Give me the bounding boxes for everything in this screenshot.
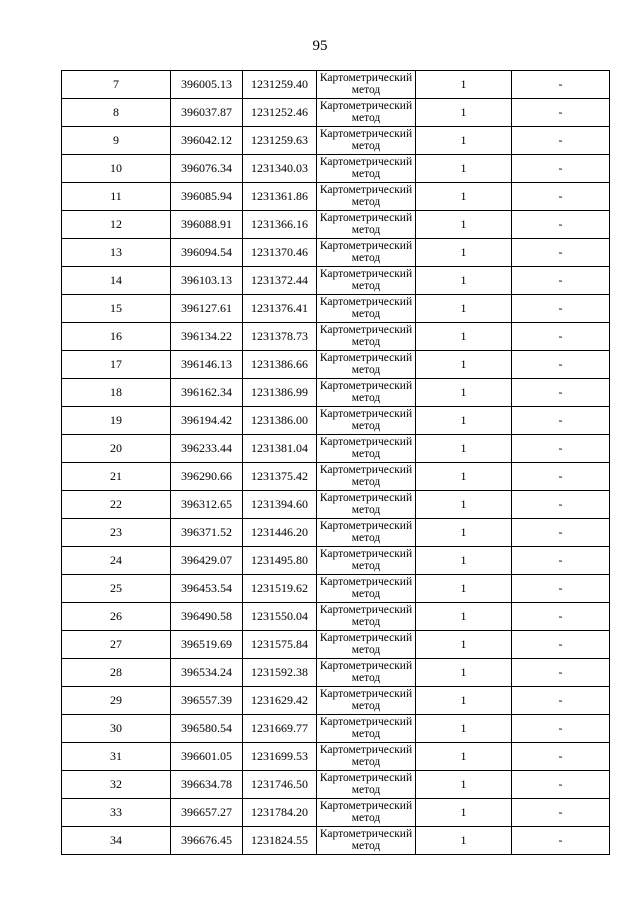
count-cell: 1 [416, 211, 512, 239]
dash-cell: - [512, 799, 610, 827]
point-number-cell: 13 [62, 239, 171, 267]
dash-cell: - [512, 351, 610, 379]
x-coordinate-cell: 396233.44 [171, 435, 243, 463]
x-coordinate-cell: 396037.87 [171, 99, 243, 127]
dash-cell: - [512, 519, 610, 547]
table-row [62, 771, 610, 799]
x-coordinate-cell: 396580.54 [171, 715, 243, 743]
method-text: Картометрический метод [319, 828, 413, 852]
dash-cell: - [512, 155, 610, 183]
table-row [62, 575, 610, 603]
point-number-cell: 12 [62, 211, 171, 239]
y-coordinate-cell: 1231259.40 [243, 71, 317, 99]
point-number-cell: 33 [62, 799, 171, 827]
point-number-cell: 21 [62, 463, 171, 491]
y-coordinate-cell: 1231386.99 [243, 379, 317, 407]
method-cell [317, 239, 416, 267]
method-text: Картометрический метод [319, 436, 413, 460]
method-text: Картометрический метод [319, 324, 413, 348]
dash-cell: - [512, 435, 610, 463]
page-number: 95 [312, 38, 328, 54]
point-number-cell: 16 [62, 323, 171, 351]
count-cell: 1 [416, 631, 512, 659]
dash-cell: - [512, 71, 610, 99]
y-coordinate-cell: 1231575.84 [243, 631, 317, 659]
point-number-cell: 19 [62, 407, 171, 435]
y-coordinate-cell: 1231386.00 [243, 407, 317, 435]
count-cell: 1 [416, 547, 512, 575]
y-coordinate-cell: 1231361.86 [243, 183, 317, 211]
x-coordinate-cell: 396146.13 [171, 351, 243, 379]
point-number-cell: 27 [62, 631, 171, 659]
method-text: Картометрический метод [319, 156, 413, 180]
x-coordinate-cell: 396519.69 [171, 631, 243, 659]
method-cell [317, 407, 416, 435]
dash-cell: - [512, 239, 610, 267]
dash-cell: - [512, 127, 610, 155]
method-cell [317, 547, 416, 575]
x-coordinate-cell: 396194.42 [171, 407, 243, 435]
count-cell: 1 [416, 435, 512, 463]
method-text: Картометрический метод [319, 632, 413, 656]
method-cell [317, 351, 416, 379]
count-cell: 1 [416, 743, 512, 771]
y-coordinate-cell: 1231386.66 [243, 351, 317, 379]
y-coordinate-cell: 1231446.20 [243, 519, 317, 547]
y-coordinate-cell: 1231592.38 [243, 659, 317, 687]
point-number-cell: 30 [62, 715, 171, 743]
y-coordinate-cell: 1231252.46 [243, 99, 317, 127]
point-number-cell: 11 [62, 183, 171, 211]
count-cell: 1 [416, 603, 512, 631]
method-text: Картометрический метод [319, 72, 413, 96]
table-row [62, 351, 610, 379]
method-cell [317, 127, 416, 155]
table-row [62, 491, 610, 519]
dash-cell: - [512, 491, 610, 519]
x-coordinate-cell: 396127.61 [171, 295, 243, 323]
method-cell [317, 631, 416, 659]
x-coordinate-cell: 396601.05 [171, 743, 243, 771]
count-cell: 1 [416, 295, 512, 323]
count-cell: 1 [416, 71, 512, 99]
point-number-cell: 32 [62, 771, 171, 799]
method-cell [317, 71, 416, 99]
table-row [62, 827, 610, 855]
method-cell [317, 379, 416, 407]
x-coordinate-cell: 396557.39 [171, 687, 243, 715]
table-row [62, 799, 610, 827]
x-coordinate-cell: 396088.91 [171, 211, 243, 239]
y-coordinate-cell: 1231699.53 [243, 743, 317, 771]
count-cell: 1 [416, 99, 512, 127]
count-cell: 1 [416, 715, 512, 743]
x-coordinate-cell: 396676.45 [171, 827, 243, 855]
method-cell [317, 323, 416, 351]
table-row [62, 435, 610, 463]
point-number-cell: 15 [62, 295, 171, 323]
y-coordinate-cell: 1231824.55 [243, 827, 317, 855]
method-cell [317, 575, 416, 603]
y-coordinate-cell: 1231519.62 [243, 575, 317, 603]
count-cell: 1 [416, 687, 512, 715]
count-cell: 1 [416, 659, 512, 687]
method-text: Картометрический метод [319, 184, 413, 208]
y-coordinate-cell: 1231376.41 [243, 295, 317, 323]
y-coordinate-cell: 1231784.20 [243, 799, 317, 827]
table-row [62, 211, 610, 239]
table-row [62, 743, 610, 771]
method-cell [317, 799, 416, 827]
y-coordinate-cell: 1231495.80 [243, 547, 317, 575]
count-cell: 1 [416, 127, 512, 155]
point-number-cell: 9 [62, 127, 171, 155]
count-cell: 1 [416, 799, 512, 827]
y-coordinate-cell: 1231375.42 [243, 463, 317, 491]
dash-cell: - [512, 575, 610, 603]
method-text: Картометрический метод [319, 604, 413, 628]
x-coordinate-cell: 396005.13 [171, 71, 243, 99]
method-cell [317, 491, 416, 519]
point-number-cell: 10 [62, 155, 171, 183]
dash-cell: - [512, 631, 610, 659]
method-text: Картометрический метод [319, 576, 413, 600]
table-row [62, 239, 610, 267]
method-cell [317, 687, 416, 715]
method-text: Картометрический метод [319, 240, 413, 264]
method-cell [317, 771, 416, 799]
table-row [62, 603, 610, 631]
count-cell: 1 [416, 379, 512, 407]
x-coordinate-cell: 396076.34 [171, 155, 243, 183]
coordinates-table [61, 70, 610, 855]
point-number-cell: 26 [62, 603, 171, 631]
method-cell [317, 183, 416, 211]
count-cell: 1 [416, 771, 512, 799]
method-text: Картометрический метод [319, 660, 413, 684]
dash-cell: - [512, 183, 610, 211]
count-cell: 1 [416, 183, 512, 211]
dash-cell: - [512, 603, 610, 631]
y-coordinate-cell: 1231381.04 [243, 435, 317, 463]
dash-cell: - [512, 715, 610, 743]
point-number-cell: 23 [62, 519, 171, 547]
point-number-cell: 17 [62, 351, 171, 379]
x-coordinate-cell: 396657.27 [171, 799, 243, 827]
dash-cell: - [512, 267, 610, 295]
table-row [62, 407, 610, 435]
method-cell [317, 603, 416, 631]
method-text: Картометрический метод [319, 352, 413, 376]
method-cell [317, 659, 416, 687]
method-text: Картометрический метод [319, 296, 413, 320]
point-number-cell: 18 [62, 379, 171, 407]
table-row [62, 295, 610, 323]
dash-cell: - [512, 687, 610, 715]
method-cell [317, 155, 416, 183]
x-coordinate-cell: 396134.22 [171, 323, 243, 351]
y-coordinate-cell: 1231372.44 [243, 267, 317, 295]
y-coordinate-cell: 1231378.73 [243, 323, 317, 351]
method-cell [317, 295, 416, 323]
count-cell: 1 [416, 155, 512, 183]
point-number-cell: 7 [62, 71, 171, 99]
x-coordinate-cell: 396490.58 [171, 603, 243, 631]
count-cell: 1 [416, 351, 512, 379]
x-coordinate-cell: 396453.54 [171, 575, 243, 603]
y-coordinate-cell: 1231366.16 [243, 211, 317, 239]
y-coordinate-cell: 1231669.77 [243, 715, 317, 743]
table-row [62, 183, 610, 211]
count-cell: 1 [416, 575, 512, 603]
table-row [62, 127, 610, 155]
method-cell [317, 743, 416, 771]
dash-cell: - [512, 211, 610, 239]
x-coordinate-cell: 396085.94 [171, 183, 243, 211]
table-row [62, 155, 610, 183]
dash-cell: - [512, 99, 610, 127]
method-text: Картометрический метод [319, 716, 413, 740]
method-cell [317, 715, 416, 743]
count-cell: 1 [416, 463, 512, 491]
dash-cell: - [512, 463, 610, 491]
table-row [62, 463, 610, 491]
count-cell: 1 [416, 491, 512, 519]
point-number-cell: 31 [62, 743, 171, 771]
point-number-cell: 25 [62, 575, 171, 603]
method-text: Картометрический метод [319, 800, 413, 824]
x-coordinate-cell: 396634.78 [171, 771, 243, 799]
point-number-cell: 20 [62, 435, 171, 463]
method-text: Картометрический метод [319, 268, 413, 292]
y-coordinate-cell: 1231550.04 [243, 603, 317, 631]
table-row [62, 659, 610, 687]
table-row [62, 379, 610, 407]
table-row [62, 99, 610, 127]
x-coordinate-cell: 396429.07 [171, 547, 243, 575]
dash-cell: - [512, 547, 610, 575]
dash-cell: - [512, 323, 610, 351]
x-coordinate-cell: 396290.66 [171, 463, 243, 491]
count-cell: 1 [416, 323, 512, 351]
y-coordinate-cell: 1231340.03 [243, 155, 317, 183]
table-row [62, 519, 610, 547]
table-row [62, 547, 610, 575]
y-coordinate-cell: 1231394.60 [243, 491, 317, 519]
point-number-cell: 24 [62, 547, 171, 575]
count-cell: 1 [416, 407, 512, 435]
coordinates-table-body [62, 71, 610, 855]
dash-cell: - [512, 771, 610, 799]
point-number-cell: 34 [62, 827, 171, 855]
y-coordinate-cell: 1231746.50 [243, 771, 317, 799]
method-text: Картометрический метод [319, 548, 413, 572]
method-cell [317, 519, 416, 547]
table-row [62, 687, 610, 715]
x-coordinate-cell: 396042.12 [171, 127, 243, 155]
method-text: Картометрический метод [319, 212, 413, 236]
dash-cell: - [512, 407, 610, 435]
method-text: Картометрический метод [319, 464, 413, 488]
y-coordinate-cell: 1231370.46 [243, 239, 317, 267]
y-coordinate-cell: 1231259.63 [243, 127, 317, 155]
point-number-cell: 8 [62, 99, 171, 127]
x-coordinate-cell: 396162.34 [171, 379, 243, 407]
method-text: Картометрический метод [319, 688, 413, 712]
method-text: Картометрический метод [319, 380, 413, 404]
x-coordinate-cell: 396103.13 [171, 267, 243, 295]
x-coordinate-cell: 396312.65 [171, 491, 243, 519]
count-cell: 1 [416, 827, 512, 855]
x-coordinate-cell: 396534.24 [171, 659, 243, 687]
count-cell: 1 [416, 267, 512, 295]
dash-cell: - [512, 659, 610, 687]
x-coordinate-cell: 396094.54 [171, 239, 243, 267]
method-cell [317, 827, 416, 855]
table-row [62, 323, 610, 351]
table-row [62, 631, 610, 659]
y-coordinate-cell: 1231629.42 [243, 687, 317, 715]
method-text: Картометрический метод [319, 520, 413, 544]
point-number-cell: 28 [62, 659, 171, 687]
dash-cell: - [512, 379, 610, 407]
point-number-cell: 22 [62, 491, 171, 519]
method-text: Картометрический метод [319, 128, 413, 152]
method-text: Картометрический метод [319, 744, 413, 768]
dash-cell: - [512, 827, 610, 855]
dash-cell: - [512, 743, 610, 771]
method-cell [317, 463, 416, 491]
method-cell [317, 99, 416, 127]
method-text: Картометрический метод [319, 492, 413, 516]
point-number-cell: 14 [62, 267, 171, 295]
method-text: Картометрический метод [319, 100, 413, 124]
point-number-cell: 29 [62, 687, 171, 715]
table-row [62, 267, 610, 295]
method-text: Картометрический метод [319, 408, 413, 432]
table-row [62, 71, 610, 99]
count-cell: 1 [416, 239, 512, 267]
count-cell: 1 [416, 519, 512, 547]
method-cell [317, 211, 416, 239]
dash-cell: - [512, 295, 610, 323]
method-text: Картометрический метод [319, 772, 413, 796]
method-cell [317, 267, 416, 295]
method-cell [317, 435, 416, 463]
x-coordinate-cell: 396371.52 [171, 519, 243, 547]
table-row [62, 715, 610, 743]
